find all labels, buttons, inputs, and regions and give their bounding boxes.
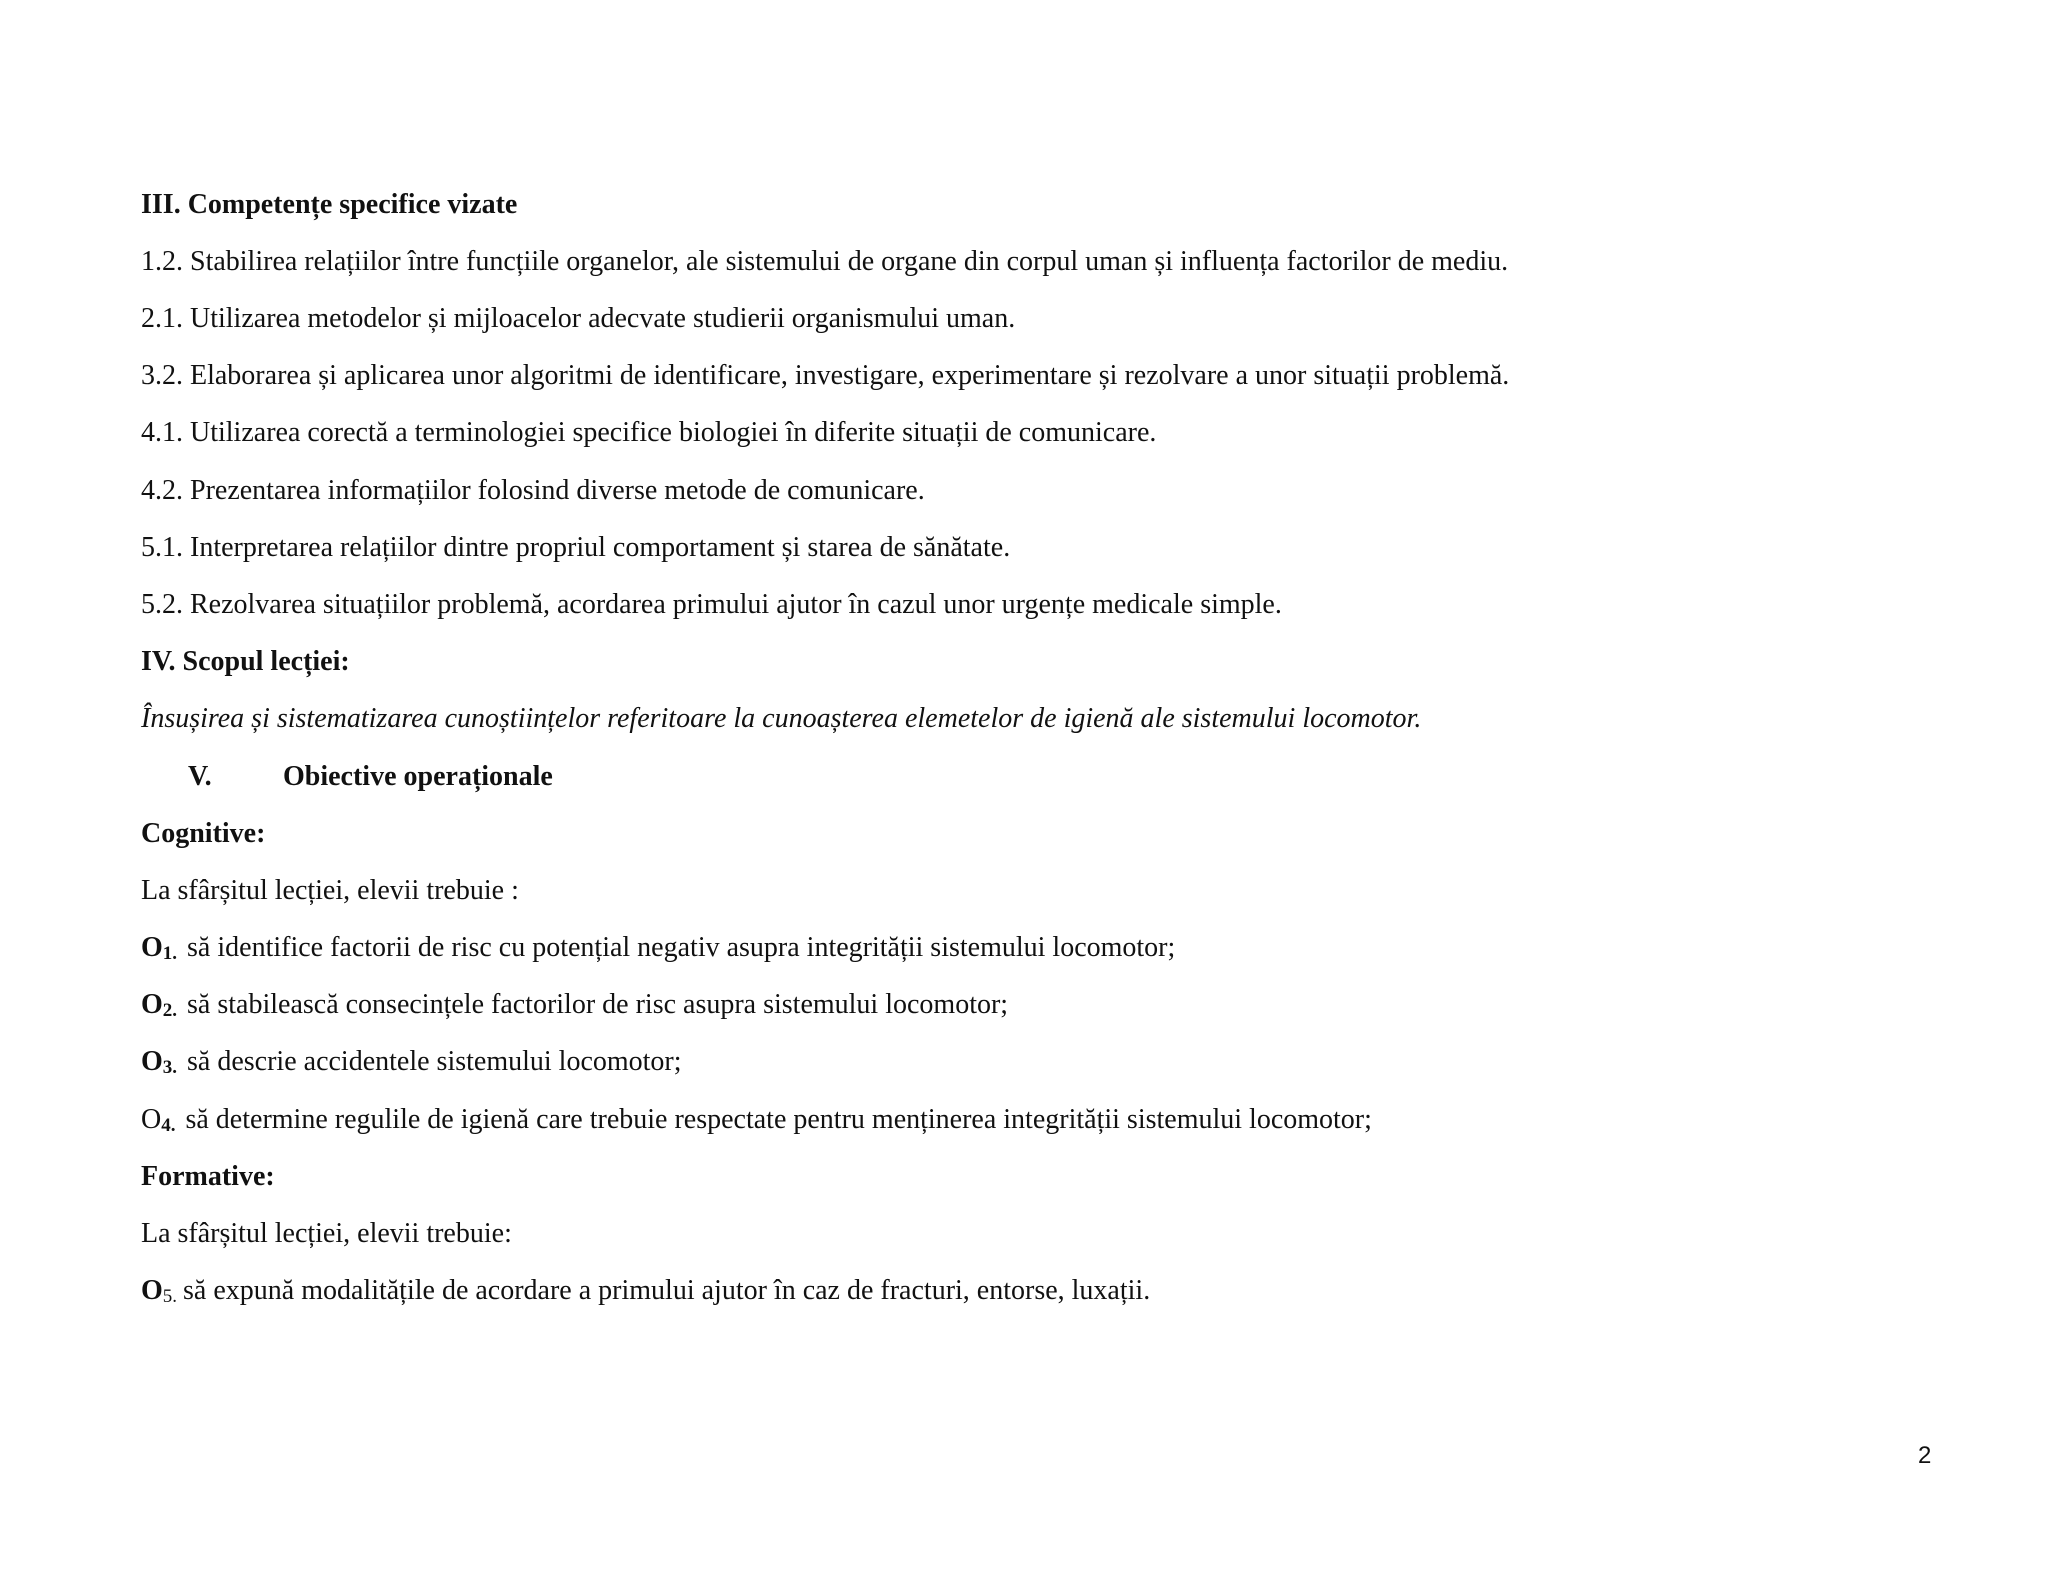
section-heading-scop: IV. Scopul lecției: xyxy=(141,646,350,677)
objective-label: $O_{1.}$ xyxy=(141,932,178,964)
objective-label: $O_{3.}$ xyxy=(141,1046,178,1078)
objective-item xyxy=(141,1103,1372,1143)
cognitive-intro: La sfârșitul lecției, elevii trebuie : xyxy=(141,875,519,906)
page-number: 2 xyxy=(1918,1442,1932,1469)
section-heading-competente: III. Competențe specifice vizate xyxy=(141,189,518,220)
objective-text: să expună modalitățile de acordare a primului ajutor în caz de fracturi, entorse, luxații. xyxy=(183,1275,1151,1306)
competenta-item: 2.1. Utilizarea metodelor și mijloacelor adecvate studierii organismului uman. xyxy=(141,303,1016,334)
subheading-formative: Formative: xyxy=(141,1161,275,1192)
objective-item xyxy=(141,1274,1150,1314)
objective-text: să determine regulile de igienă care trebuie respectate pentru menținerea integrității sistemului locomotor; xyxy=(185,1104,1372,1135)
competenta-item: 1.2. Stabilirea relațiilor între funcțiile organelor, ale sistemului de organe din corpul uman și influența factorilor de mediu. xyxy=(141,246,1509,277)
objective-label: $O_{2.}$ xyxy=(141,989,178,1021)
formative-intro: La sfârșitul lecției, elevii trebuie: xyxy=(141,1218,512,1249)
competenta-item: 4.1. Utilizarea corectă a terminologiei specifice biologiei în diferite situații de comunicare. xyxy=(141,417,1157,448)
objective-label: $O_{5.}$ xyxy=(141,1275,178,1307)
objective-text: să identifice factorii de risc cu potențial negativ asupra integrității sistemului locomotor; xyxy=(187,932,1176,963)
objective-text: să stabilească consecințele factorilor de risc asupra sistemului locomotor; xyxy=(187,989,1009,1020)
section-number: V. xyxy=(188,761,212,792)
objective-item xyxy=(141,988,1008,1028)
section-title: Obiective operaționale xyxy=(283,761,553,792)
scop-text: Însușirea și sistematizarea cunoștiințelor referitoare la cunoașterea elemetelor de igienă ale sistemului locomotor. xyxy=(141,703,1422,734)
objective-item xyxy=(141,931,1175,971)
competenta-item: 5.1. Interpretarea relațiilor dintre propriul comportament și starea de sănătate. xyxy=(141,532,1011,563)
competenta-item: 4.2. Prezentarea informațiilor folosind diverse metode de comunicare. xyxy=(141,475,925,506)
subheading-cognitive: Cognitive: xyxy=(141,818,266,849)
objective-label: $O_{4.}$ xyxy=(141,1104,176,1136)
objective-text: să descrie accidentele sistemului locomotor; xyxy=(187,1046,682,1077)
competenta-item: 3.2. Elaborarea și aplicarea unor algoritmi de identificare, investigare, experimentare și rezolvare a unor situații problemă. xyxy=(141,360,1510,391)
competenta-item: 5.2. Rezolvarea situațiilor problemă, acordarea primului ajutor în cazul unor urgențe medicale simple. xyxy=(141,589,1282,620)
objective-item xyxy=(141,1045,682,1085)
